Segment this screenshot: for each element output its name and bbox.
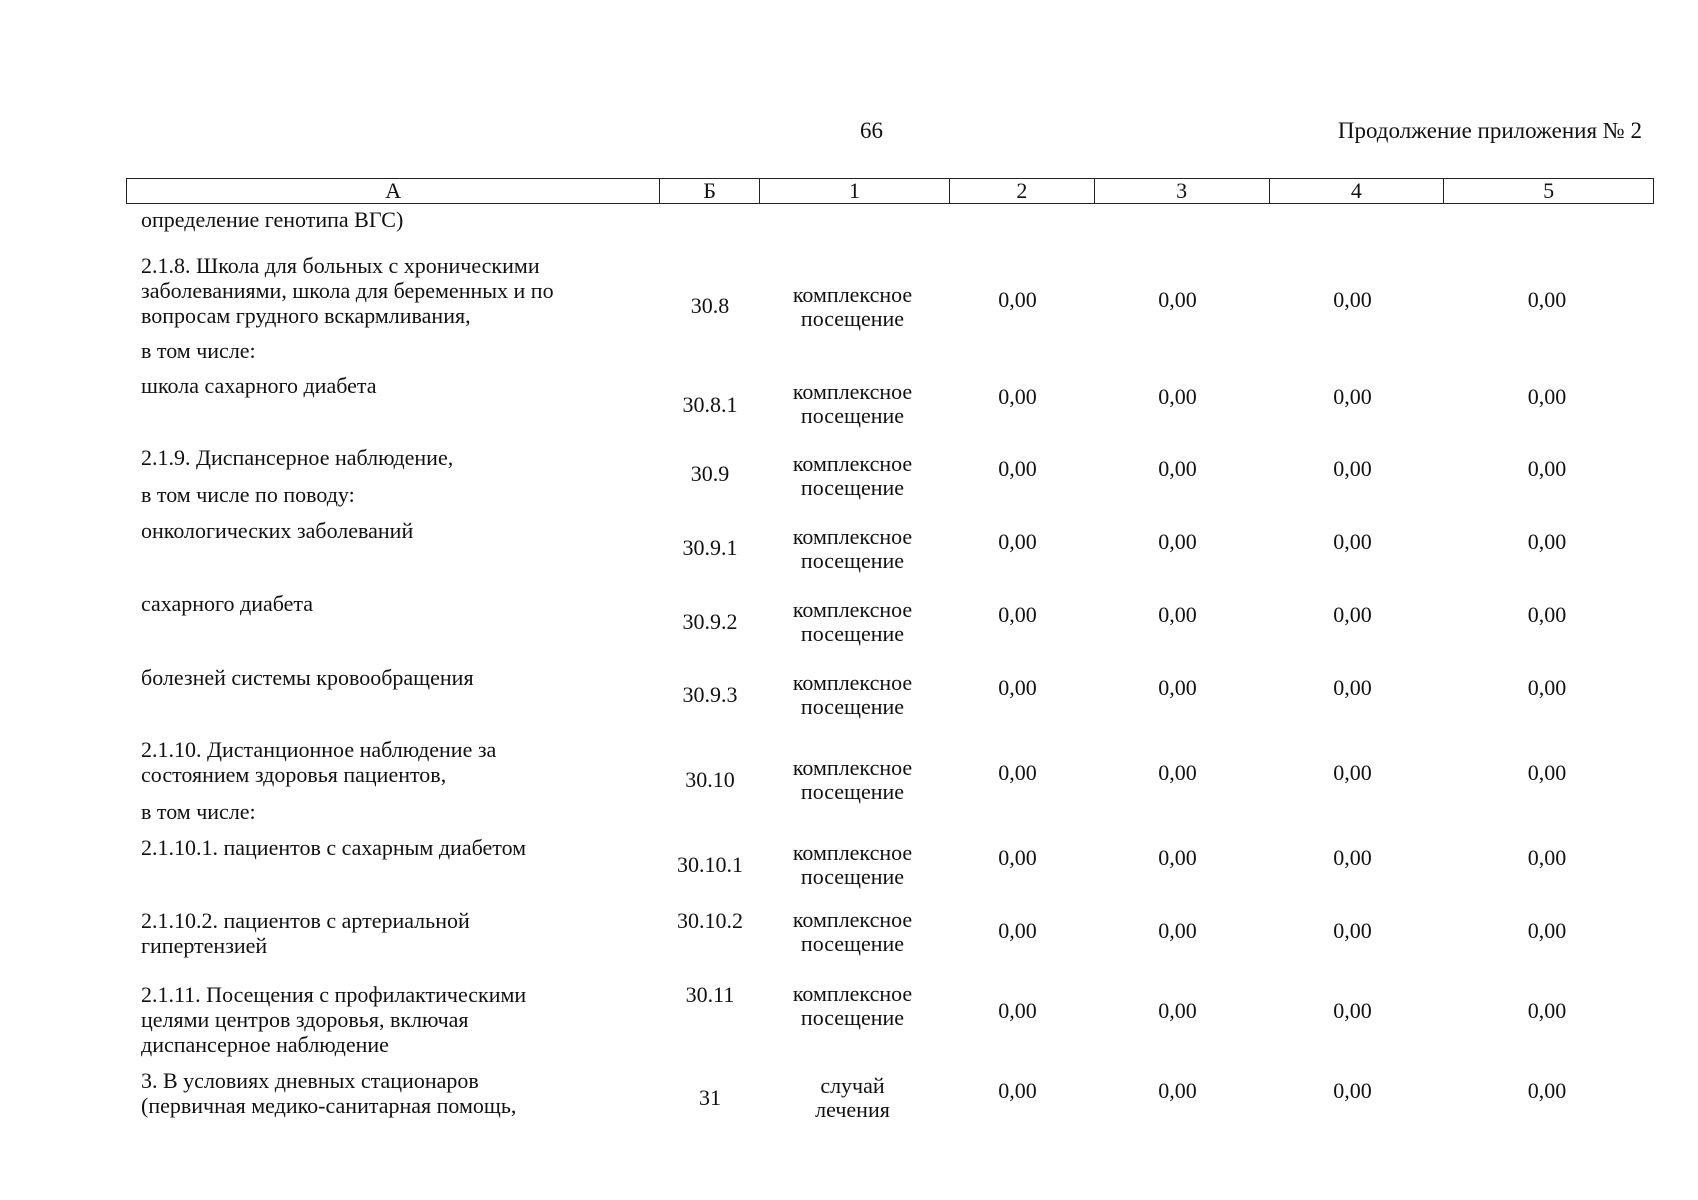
row-value-col3: 0,00	[1158, 456, 1197, 481]
continuation-text: определение генотипа ВГС)	[141, 207, 404, 232]
column-header-1: 1	[759, 179, 949, 203]
row-value-col4: 0,00	[1333, 456, 1372, 481]
column-header-b: Б	[659, 179, 759, 203]
row-unit: комплексное посещение	[792, 981, 913, 1030]
row-value-col4: 0,00	[1333, 529, 1372, 554]
row-value-col2: 0,00	[998, 384, 1037, 409]
row-value-col2: 0,00	[998, 287, 1037, 312]
column-header-5: 5	[1443, 179, 1653, 203]
row-unit: комплексное посещение	[792, 840, 913, 889]
row-value-col3: 0,00	[1158, 845, 1197, 870]
row-value-col5: 0,00	[1527, 845, 1567, 870]
row-code: 30.11	[685, 982, 735, 1007]
row-unit: случай лечения	[815, 1073, 890, 1122]
row-unit: комплексное посещение	[792, 451, 913, 500]
row-code: 31	[699, 1085, 721, 1110]
row-unit: комплексное посещение	[792, 524, 913, 573]
row-value-col2: 0,00	[998, 456, 1037, 481]
row-value-col2: 0,00	[998, 602, 1037, 627]
row-code: 30.9.2	[682, 609, 738, 634]
row-unit: комплексное посещение	[792, 597, 913, 646]
column-header-2: 2	[949, 179, 1094, 203]
row-value-col5: 0,00	[1527, 602, 1567, 627]
row-code: 30.9.3	[682, 682, 738, 707]
row-value-col4: 0,00	[1333, 760, 1372, 785]
row-value-col3: 0,00	[1158, 602, 1197, 627]
column-header-4: 4	[1269, 179, 1444, 203]
row-code: 30.10.2	[677, 908, 743, 933]
row-value-col3: 0,00	[1158, 760, 1197, 785]
appendix-label: Продолжение приложения № 2	[1337, 118, 1642, 143]
row-value-col2: 0,00	[998, 760, 1037, 785]
row-code: 30.8	[690, 293, 730, 318]
row-value-col5: 0,00	[1527, 384, 1567, 409]
row-value-col5: 0,00	[1527, 1078, 1567, 1103]
row-name: школа сахарного диабета	[141, 373, 377, 398]
row-subtitle: в том числе:	[141, 799, 256, 824]
row-value-col2: 0,00	[998, 529, 1037, 554]
row-value-col3: 0,00	[1158, 529, 1197, 554]
row-name: 2.1.11. Посещения с профилактическими целями центров здоровья, включая диспансерное наблюдение	[141, 982, 527, 1057]
row-value-col4: 0,00	[1333, 384, 1372, 409]
row-value-col5: 0,00	[1527, 456, 1567, 481]
row-name: 2.1.10.2. пациентов с артериальной гипертензией	[141, 908, 470, 958]
row-value-col5: 0,00	[1527, 918, 1567, 943]
row-code: 30.10.1	[677, 852, 743, 877]
row-name: 2.1.10.1. пациентов с сахарным диабетом	[141, 835, 527, 860]
row-value-col2: 0,00	[998, 675, 1037, 700]
row-value-col5: 0,00	[1527, 529, 1567, 554]
row-value-col2: 0,00	[998, 918, 1037, 943]
row-value-col4: 0,00	[1333, 998, 1372, 1023]
row-value-col3: 0,00	[1158, 675, 1197, 700]
row-unit: комплексное посещение	[792, 670, 913, 719]
row-value-col3: 0,00	[1158, 1078, 1197, 1103]
row-name: сахарного диабета	[141, 591, 314, 616]
row-value-col4: 0,00	[1333, 845, 1372, 870]
row-code: 30.8.1	[682, 392, 738, 417]
row-name: 2.1.9. Диспансерное наблюдение,	[141, 445, 454, 470]
row-value-col5: 0,00	[1527, 998, 1567, 1023]
row-value-col5: 0,00	[1527, 287, 1567, 312]
row-value-col2: 0,00	[998, 998, 1037, 1023]
row-code: 30.9.1	[682, 535, 738, 560]
row-value-col5: 0,00	[1527, 760, 1567, 785]
row-value-col4: 0,00	[1333, 918, 1372, 943]
row-value-col2: 0,00	[998, 845, 1037, 870]
row-value-col5: 0,00	[1527, 675, 1567, 700]
row-value-col4: 0,00	[1333, 602, 1372, 627]
row-unit: комплексное посещение	[792, 379, 913, 428]
row-name: 2.1.8. Школа для больных с хроническими заболеваниями, школа для беременных и по вопросам грудного вскармливания,	[141, 253, 554, 328]
row-value-col2: 0,00	[998, 1078, 1037, 1103]
row-value-col4: 0,00	[1333, 1078, 1372, 1103]
column-header-3: 3	[1094, 179, 1269, 203]
row-unit: комплексное посещение	[792, 755, 913, 804]
row-value-col3: 0,00	[1158, 287, 1197, 312]
row-subtitle: в том числе по поводу:	[141, 482, 355, 507]
page-number: 66	[860, 118, 883, 143]
row-unit: комплексное посещение	[792, 282, 913, 331]
row-value-col3: 0,00	[1158, 918, 1197, 943]
row-value-col3: 0,00	[1158, 998, 1197, 1023]
row-subtitle: в том числе:	[141, 338, 256, 363]
column-header-a: А	[385, 178, 402, 203]
row-name: 2.1.10. Дистанционное наблюдение за состоянием здоровья пациентов,	[141, 737, 497, 787]
row-value-col4: 0,00	[1333, 675, 1372, 700]
row-code: 30.9	[690, 461, 730, 486]
row-name: 3. В условиях дневных стационаров (первичная медико-санитарная помощь,	[141, 1068, 517, 1118]
row-name: онкологических заболеваний	[141, 518, 414, 543]
row-name: болезней системы кровообращения	[141, 665, 474, 690]
row-code: 30.10	[685, 767, 735, 792]
row-value-col4: 0,00	[1333, 287, 1372, 312]
row-unit: комплексное посещение	[792, 907, 913, 956]
row-value-col3: 0,00	[1158, 384, 1197, 409]
